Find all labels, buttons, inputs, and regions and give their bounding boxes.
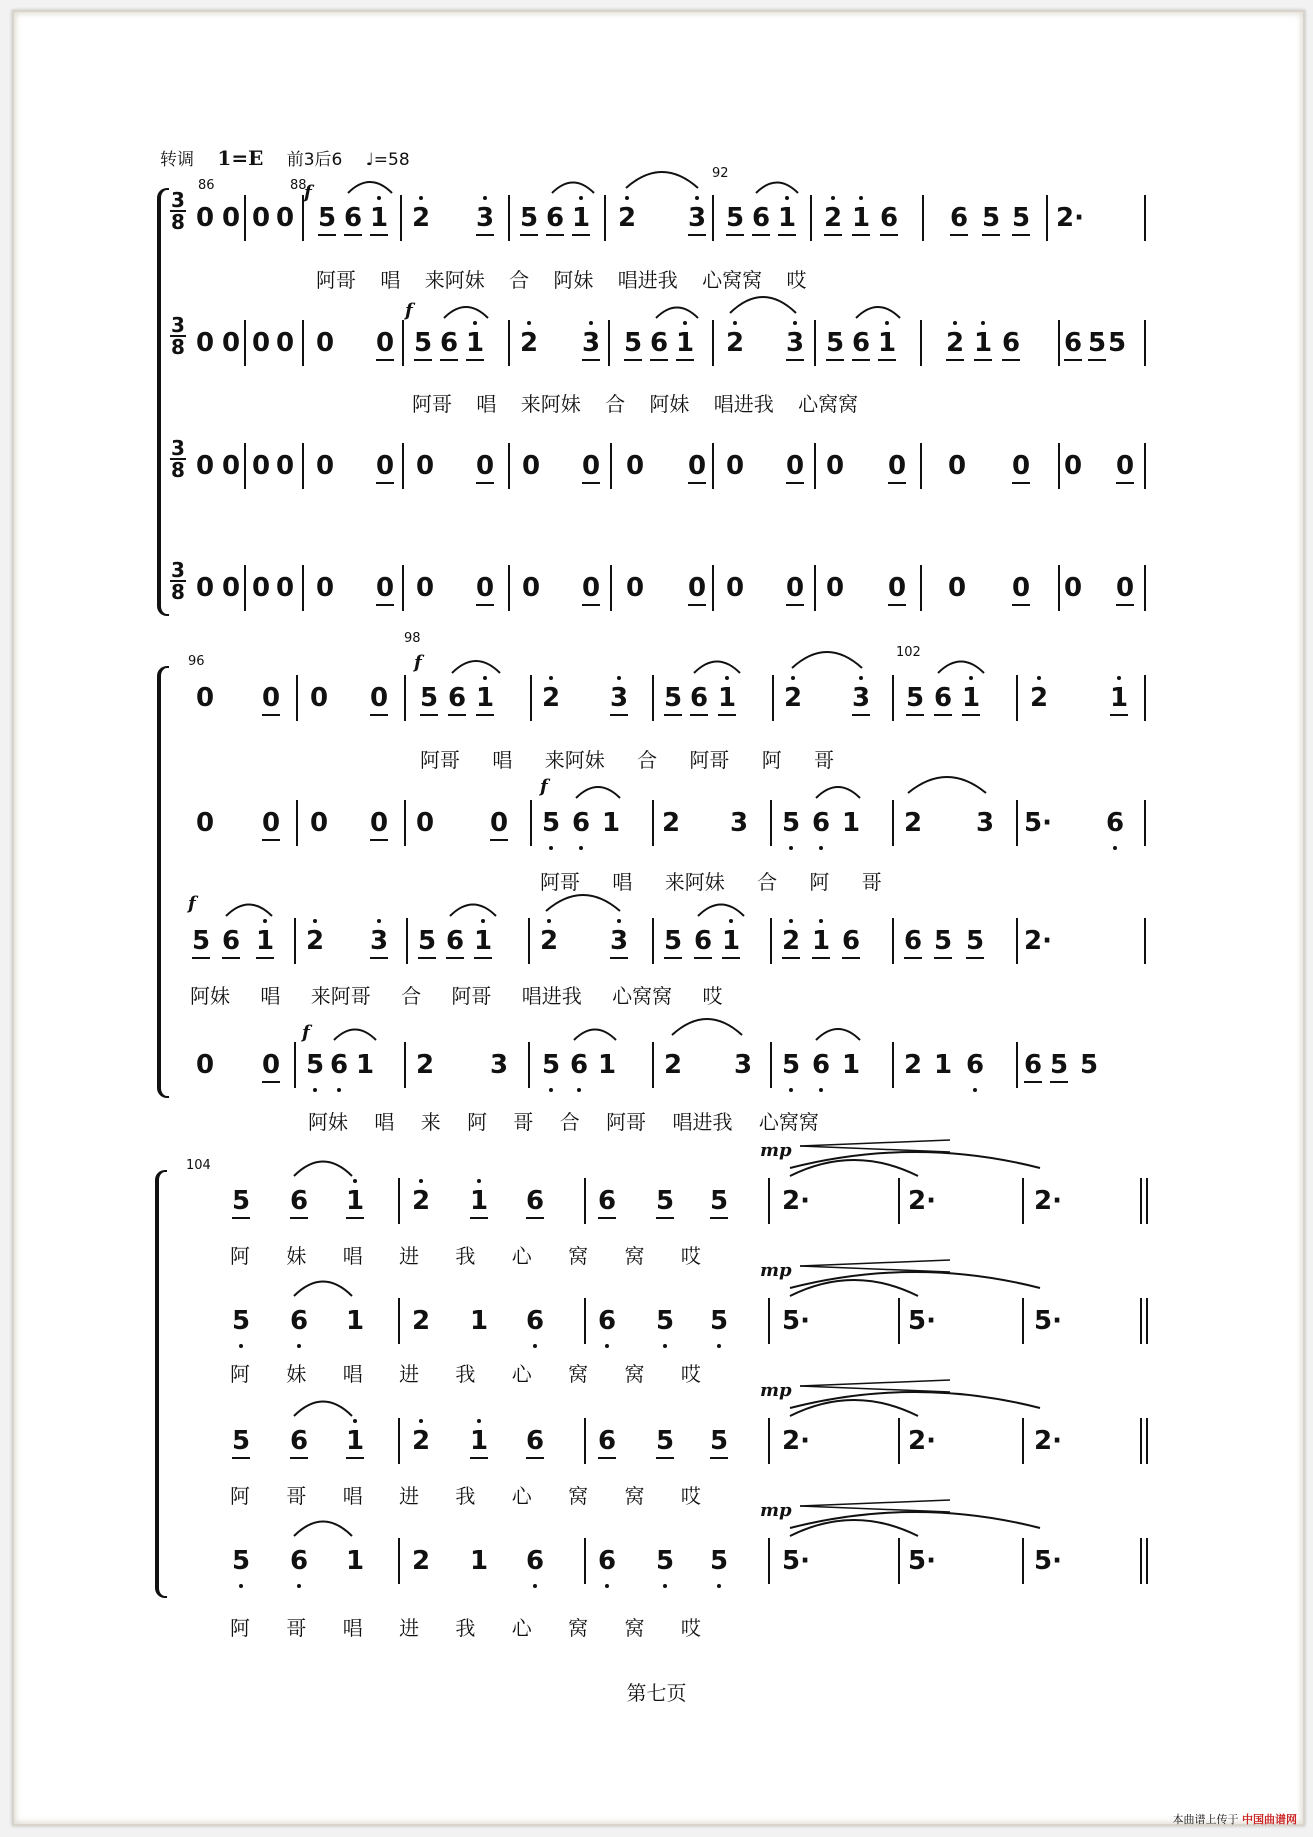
lyric-line: 阿 妹 唱 进 我 心 窝 窝 哎 <box>230 1244 701 1268</box>
slur <box>672 1019 742 1035</box>
slur <box>444 307 488 318</box>
jianpu-note: 6 <box>440 328 459 358</box>
jianpu-note: 5· <box>908 1546 936 1576</box>
jianpu-note: 0 <box>376 328 395 358</box>
jianpu-note: 2 <box>726 328 745 358</box>
slur <box>334 1030 376 1041</box>
jianpu-note: 5 <box>934 926 953 956</box>
jianpu-note: 5 <box>192 926 211 956</box>
jianpu-note: 3 <box>688 203 707 233</box>
jianpu-note: 0 <box>370 683 389 713</box>
jianpu-note: 2 <box>904 1050 923 1080</box>
jianpu-note: 1 <box>974 328 993 358</box>
jianpu-note: 1 <box>598 1050 617 1080</box>
jianpu-note: 1 <box>602 808 621 838</box>
jianpu-note: 0 <box>376 451 395 481</box>
jianpu-note: 0 <box>786 573 805 603</box>
jianpu-note: 6 <box>1064 328 1083 358</box>
jianpu-note: 0 <box>316 573 335 603</box>
jianpu-note: 3 <box>730 808 749 838</box>
jianpu-note: 0 <box>196 1050 215 1080</box>
jianpu-note: 0 <box>522 451 541 481</box>
jianpu-note: 5 <box>826 328 845 358</box>
jianpu-note: 3 <box>976 808 995 838</box>
jianpu-note: 6 <box>290 1546 309 1576</box>
jianpu-note: 5 <box>782 808 801 838</box>
jianpu-note: 5 <box>1012 203 1031 233</box>
jianpu-note: 5 <box>318 203 337 233</box>
jianpu-note: 1 <box>346 1546 365 1576</box>
jianpu-note: 0 <box>196 683 215 713</box>
jianpu-note: 3 <box>582 328 601 358</box>
jianpu-note: 5 <box>664 926 683 956</box>
jianpu-note: 5 <box>1108 328 1127 358</box>
lyric-line: 阿哥 唱 来阿妹 合 阿 哥 <box>540 870 882 894</box>
hairpin-line <box>800 1500 950 1506</box>
jianpu-note: 2 <box>412 1306 431 1336</box>
hairpin-line <box>800 1506 950 1512</box>
slur <box>730 297 796 313</box>
jianpu-note: 0 <box>888 573 907 603</box>
dynamic-mezzo-piano: mp <box>760 1140 792 1161</box>
jianpu-note: 6 <box>526 1546 545 1576</box>
lyric-line: 阿 哥 唱 进 我 心 窝 窝 哎 <box>230 1616 701 1640</box>
jianpu-note: 6 <box>290 1306 309 1336</box>
key-relation: 前3后6 <box>286 150 343 170</box>
jianpu-note: 1 <box>474 926 493 956</box>
jianpu-note: 0 <box>416 808 435 838</box>
jianpu-note: 0 <box>688 573 707 603</box>
jianpu-note: 2 <box>1030 683 1049 713</box>
jianpu-note: 1 <box>572 203 591 233</box>
jianpu-note: 1 <box>934 1050 953 1080</box>
jianpu-note: 5 <box>656 1546 675 1576</box>
time-signature: 3 8 <box>171 436 185 482</box>
jianpu-note: 5 <box>710 1306 729 1336</box>
page-footer: 第七页 <box>626 1681 687 1705</box>
jianpu-note: 6 <box>812 1050 831 1080</box>
jianpu-note: 6 <box>526 1426 545 1456</box>
jianpu-note: 1 <box>812 926 831 956</box>
jianpu-note: 2 <box>662 808 681 838</box>
slur <box>348 182 392 193</box>
jianpu-note: 5 <box>656 1426 675 1456</box>
jianpu-note: 3 <box>476 203 495 233</box>
jianpu-note: 2· <box>1034 1426 1062 1456</box>
tempo-mark: ♩=58 <box>365 150 410 170</box>
jianpu-note: 0 <box>370 808 389 838</box>
slur <box>856 307 900 318</box>
dynamic-forte: f <box>540 776 548 797</box>
jianpu-note: 6 <box>934 683 953 713</box>
slur <box>450 905 496 917</box>
jianpu-note: 1 <box>470 1546 489 1576</box>
jianpu-note: 2 <box>782 926 801 956</box>
jianpu-note: 3 <box>610 926 629 956</box>
jianpu-note: 0 <box>310 683 329 713</box>
jianpu-note: 0 <box>276 573 295 603</box>
dynamic-mezzo-piano: mp <box>760 1500 792 1521</box>
jianpu-note: 0 <box>888 451 907 481</box>
slur <box>790 1152 1040 1168</box>
jianpu-note: 6 <box>752 203 771 233</box>
jianpu-note: 1 <box>356 1050 375 1080</box>
jianpu-note: 3 <box>734 1050 753 1080</box>
jianpu-note: 0 <box>688 451 707 481</box>
jianpu-note: 0 <box>316 328 335 358</box>
jianpu-note: 2 <box>618 203 637 233</box>
jianpu-note: 5 <box>656 1306 675 1336</box>
jianpu-note: 2 <box>946 328 965 358</box>
jianpu-note: 0 <box>476 451 495 481</box>
time-signature: 3 8 <box>171 313 185 359</box>
jianpu-note: 6 <box>1106 808 1125 838</box>
measure-number: 96 <box>188 654 205 669</box>
jianpu-note: 5 <box>542 1050 561 1080</box>
jianpu-note: 5 <box>520 203 539 233</box>
jianpu-note: 0 <box>1012 451 1031 481</box>
jianpu-note: 0 <box>222 573 241 603</box>
measure-number: 104 <box>186 1158 211 1173</box>
lyric-line: 阿 妹 唱 进 我 心 窝 窝 哎 <box>230 1362 701 1386</box>
jianpu-note: 1 <box>1110 683 1129 713</box>
lyric-line: 阿妹 唱 来阿哥 合 阿哥 唱进我 心窝窝 哎 <box>190 984 723 1008</box>
jianpu-note: 1 <box>962 683 981 713</box>
jianpu-note: 6 <box>598 1186 617 1216</box>
jianpu-note: 5· <box>782 1306 810 1336</box>
jianpu-note: 0 <box>1116 451 1135 481</box>
jianpu-note: 0 <box>222 203 241 233</box>
jianpu-note: 6 <box>448 683 467 713</box>
jianpu-note: 6 <box>966 1050 985 1080</box>
jianpu-note: 1 <box>346 1186 365 1216</box>
jianpu-note: 5 <box>726 203 745 233</box>
slur <box>756 183 798 194</box>
slur <box>294 1162 352 1177</box>
jianpu-note: 1 <box>256 926 275 956</box>
jianpu-note: 0 <box>196 573 215 603</box>
watermark: 本曲谱上传于 中国曲谱网 <box>1172 1813 1297 1826</box>
jianpu-note: 0 <box>222 451 241 481</box>
jianpu-note: 5 <box>782 1050 801 1080</box>
jianpu-note: 3 <box>610 683 629 713</box>
slur <box>576 787 620 798</box>
jianpu-note: 5 <box>664 683 683 713</box>
jianpu-note: 6 <box>598 1546 617 1576</box>
modulation-label: 转调 <box>160 150 194 170</box>
jianpu-note: 5 <box>624 328 643 358</box>
jianpu-note: 0 <box>626 573 645 603</box>
jianpu-note: 6 <box>446 926 465 956</box>
jianpu-note: 2 <box>540 926 559 956</box>
jianpu-note: 0 <box>416 451 435 481</box>
jianpu-note: 6 <box>290 1186 309 1216</box>
jianpu-note: 1 <box>718 683 737 713</box>
jianpu-note: 0 <box>316 451 335 481</box>
slur <box>790 1392 1040 1408</box>
jianpu-note: 0 <box>1012 573 1031 603</box>
jianpu-note: 1 <box>878 328 897 358</box>
jianpu-note: 1 <box>346 1426 365 1456</box>
jianpu-note: 2· <box>1024 926 1052 956</box>
dynamic-mezzo-piano: mp <box>760 1260 792 1281</box>
dynamic-forte: f <box>304 182 312 203</box>
jianpu-note: 3 <box>786 328 805 358</box>
jianpu-note: 0 <box>310 808 329 838</box>
jianpu-note: 6 <box>222 926 241 956</box>
jianpu-note: 6 <box>570 1050 589 1080</box>
jianpu-note: 0 <box>262 808 281 838</box>
jianpu-note: 0 <box>252 328 271 358</box>
hairpin-line <box>800 1266 950 1272</box>
slur <box>790 1400 918 1416</box>
jianpu-note: 0 <box>786 451 805 481</box>
jianpu-note: 2· <box>782 1426 810 1456</box>
jianpu-note: 3 <box>370 926 389 956</box>
jianpu-note: 3 <box>490 1050 509 1080</box>
measure-number: 92 <box>712 166 729 181</box>
jianpu-note: 5· <box>1024 808 1052 838</box>
jianpu-note: 0 <box>726 451 745 481</box>
measure-number: 86 <box>198 178 215 193</box>
jianpu-note: 0 <box>490 808 509 838</box>
jianpu-note: 2 <box>412 1546 431 1576</box>
jianpu-note: 5 <box>966 926 985 956</box>
jianpu-note: 0 <box>252 203 271 233</box>
jianpu-note: 5 <box>1080 1050 1099 1080</box>
slur <box>452 661 500 673</box>
slur <box>790 1272 1040 1288</box>
slur <box>574 1030 616 1041</box>
jianpu-note: 5 <box>232 1546 251 1576</box>
jianpu-note: 0 <box>276 451 295 481</box>
jianpu-note: 1 <box>470 1306 489 1336</box>
jianpu-note: 6 <box>546 203 565 233</box>
jianpu-note: 3 <box>852 683 871 713</box>
lyric-line: 阿妹 唱 来 阿 哥 合 阿哥 唱进我 心窝窝 <box>308 1110 819 1134</box>
jianpu-note: 0 <box>222 328 241 358</box>
jianpu-note: 5· <box>908 1306 936 1336</box>
jianpu-note: 6 <box>694 926 713 956</box>
jianpu-note: 6 <box>880 203 899 233</box>
slur <box>226 905 272 917</box>
hairpin-line <box>800 1260 950 1266</box>
jianpu-note: 0 <box>726 573 745 603</box>
jianpu-note: 0 <box>1064 451 1083 481</box>
jianpu-note: 0 <box>252 451 271 481</box>
jianpu-note: 5 <box>906 683 925 713</box>
jianpu-note: 5· <box>782 1546 810 1576</box>
jianpu-note: 0 <box>196 203 215 233</box>
jianpu-note: 6 <box>526 1306 545 1336</box>
jianpu-note: 6 <box>950 203 969 233</box>
jianpu-note: 6 <box>852 328 871 358</box>
jianpu-note: 2 <box>664 1050 683 1080</box>
jianpu-note: 0 <box>522 573 541 603</box>
slur <box>816 1029 860 1040</box>
jianpu-note: 2· <box>908 1186 936 1216</box>
jianpu-note: 1 <box>470 1426 489 1456</box>
jianpu-note: 2· <box>1034 1186 1062 1216</box>
jianpu-note: 0 <box>252 573 271 603</box>
jianpu-note: 6 <box>904 926 923 956</box>
jianpu-note: 0 <box>276 328 295 358</box>
jianpu-note: 0 <box>626 451 645 481</box>
jianpu-note: 0 <box>582 451 601 481</box>
jianpu-note: 1 <box>722 926 741 956</box>
jianpu-note: 5 <box>232 1426 251 1456</box>
jianpu-note: 0 <box>582 573 601 603</box>
jianpu-note: 1 <box>346 1306 365 1336</box>
jianpu-note: 6 <box>812 808 831 838</box>
lyric-line: 阿 哥 唱 进 我 心 窝 窝 哎 <box>230 1484 701 1508</box>
jianpu-note: 2 <box>542 683 561 713</box>
jianpu-note: 6 <box>330 1050 349 1080</box>
dynamic-mezzo-piano: mp <box>760 1380 792 1401</box>
jianpu-note: 5 <box>232 1306 251 1336</box>
jianpu-note: 2 <box>520 328 539 358</box>
dynamic-forte: f <box>414 652 422 673</box>
jianpu-note: 5 <box>710 1186 729 1216</box>
slur <box>294 1282 352 1297</box>
jianpu-note: 6 <box>572 808 591 838</box>
jianpu-note: 5 <box>420 683 439 713</box>
key-signature: 1=E <box>217 146 264 170</box>
jianpu-note: 0 <box>276 203 295 233</box>
jianpu-note: 2 <box>412 1186 431 1216</box>
jianpu-note: 0 <box>262 1050 281 1080</box>
jianpu-note: 5 <box>232 1186 251 1216</box>
jianpu-note: 5· <box>1034 1306 1062 1336</box>
jianpu-note: 1 <box>842 808 861 838</box>
jianpu-note: 6 <box>842 926 861 956</box>
slur <box>694 662 740 674</box>
jianpu-note: 0 <box>196 328 215 358</box>
jianpu-note: 6 <box>290 1426 309 1456</box>
jianpu-note: 6 <box>598 1306 617 1336</box>
slur <box>294 1522 352 1537</box>
jianpu-note: 0 <box>1064 573 1083 603</box>
jianpu-note: 5 <box>1050 1050 1069 1080</box>
jianpu-note: 0 <box>196 451 215 481</box>
jianpu-note: 5 <box>542 808 561 838</box>
jianpu-note: 0 <box>1116 573 1135 603</box>
jianpu-note: 5 <box>656 1186 675 1216</box>
jianpu-note: 6 <box>344 203 363 233</box>
jianpu-note: 0 <box>826 573 845 603</box>
jianpu-note: 2· <box>908 1426 936 1456</box>
jianpu-note: 6 <box>650 328 669 358</box>
lyric-line: 阿哥 唱 来阿妹 合 阿妹 唱进我 心窝窝 <box>412 392 859 416</box>
measure-number: 98 <box>404 631 421 646</box>
jianpu-note: 0 <box>262 683 281 713</box>
slur <box>792 652 862 668</box>
slur <box>790 1280 918 1296</box>
slur <box>816 787 860 798</box>
hairpin-line <box>800 1140 950 1146</box>
jianpu-note: 1 <box>676 328 695 358</box>
slur <box>908 777 986 793</box>
jianpu-note: 1 <box>778 203 797 233</box>
jianpu-note: 5 <box>306 1050 325 1080</box>
slur <box>698 905 744 917</box>
slur <box>790 1512 1040 1528</box>
jianpu-note: 1 <box>476 683 495 713</box>
lyric-line: 阿哥 唱 来阿妹 合 阿哥 阿 哥 <box>420 748 835 772</box>
jianpu-note: 0 <box>416 573 435 603</box>
slur <box>626 172 698 188</box>
jianpu-note: 6 <box>1002 328 1021 358</box>
jianpu-note: 5 <box>414 328 433 358</box>
jianpu-note: 2· <box>782 1186 810 1216</box>
jianpu-note: 2· <box>1056 203 1084 233</box>
jianpu-note: 6 <box>1024 1050 1043 1080</box>
slur <box>656 308 698 319</box>
hairpin-line <box>800 1386 950 1392</box>
jianpu-note: 6 <box>690 683 709 713</box>
jianpu-note: 2 <box>412 1426 431 1456</box>
time-signature: 3 8 <box>171 188 185 234</box>
hairpin-line <box>800 1380 950 1386</box>
jianpu-note: 0 <box>948 451 967 481</box>
measure-number: 102 <box>896 645 921 660</box>
hairpin-line <box>800 1146 950 1152</box>
jianpu-note: 6 <box>598 1426 617 1456</box>
jianpu-note: 5 <box>710 1546 729 1576</box>
jianpu-note: 1 <box>470 1186 489 1216</box>
jianpu-note: 5 <box>710 1426 729 1456</box>
jianpu-note: 0 <box>376 573 395 603</box>
dynamic-forte: f <box>302 1022 310 1043</box>
jianpu-note: 1 <box>370 203 389 233</box>
jianpu-note: 1 <box>852 203 871 233</box>
jianpu-note: 5 <box>418 926 437 956</box>
lyric-line: 阿哥 唱 来阿妹 合 阿妹 唱进我 心窝窝 哎 <box>316 268 807 292</box>
jianpu-note: 5· <box>1034 1546 1062 1576</box>
slur <box>790 1520 918 1536</box>
jianpu-note: 0 <box>476 573 495 603</box>
dynamic-forte: f <box>405 300 413 321</box>
jianpu-note: 2 <box>306 926 325 956</box>
slur <box>552 183 594 194</box>
jianpu-note: 6 <box>526 1186 545 1216</box>
dynamic-forte: f <box>188 893 196 914</box>
slur <box>790 1160 918 1176</box>
jianpu-note: 5 <box>982 203 1001 233</box>
jianpu-note: 2 <box>904 808 923 838</box>
jianpu-note: 0 <box>826 451 845 481</box>
time-signature: 3 8 <box>171 558 185 604</box>
jianpu-note: 0 <box>196 808 215 838</box>
slur <box>294 1402 352 1417</box>
jianpu-note: 1 <box>466 328 485 358</box>
jianpu-note: 2 <box>784 683 803 713</box>
jianpu-note: 2 <box>416 1050 435 1080</box>
measure-number: 88 <box>290 178 307 193</box>
slur <box>938 662 984 674</box>
jianpu-note: 2 <box>412 203 431 233</box>
jianpu-note: 5 <box>1088 328 1107 358</box>
jianpu-note: 0 <box>948 573 967 603</box>
slur <box>546 895 620 911</box>
jianpu-note: 2 <box>824 203 843 233</box>
jianpu-note: 1 <box>842 1050 861 1080</box>
